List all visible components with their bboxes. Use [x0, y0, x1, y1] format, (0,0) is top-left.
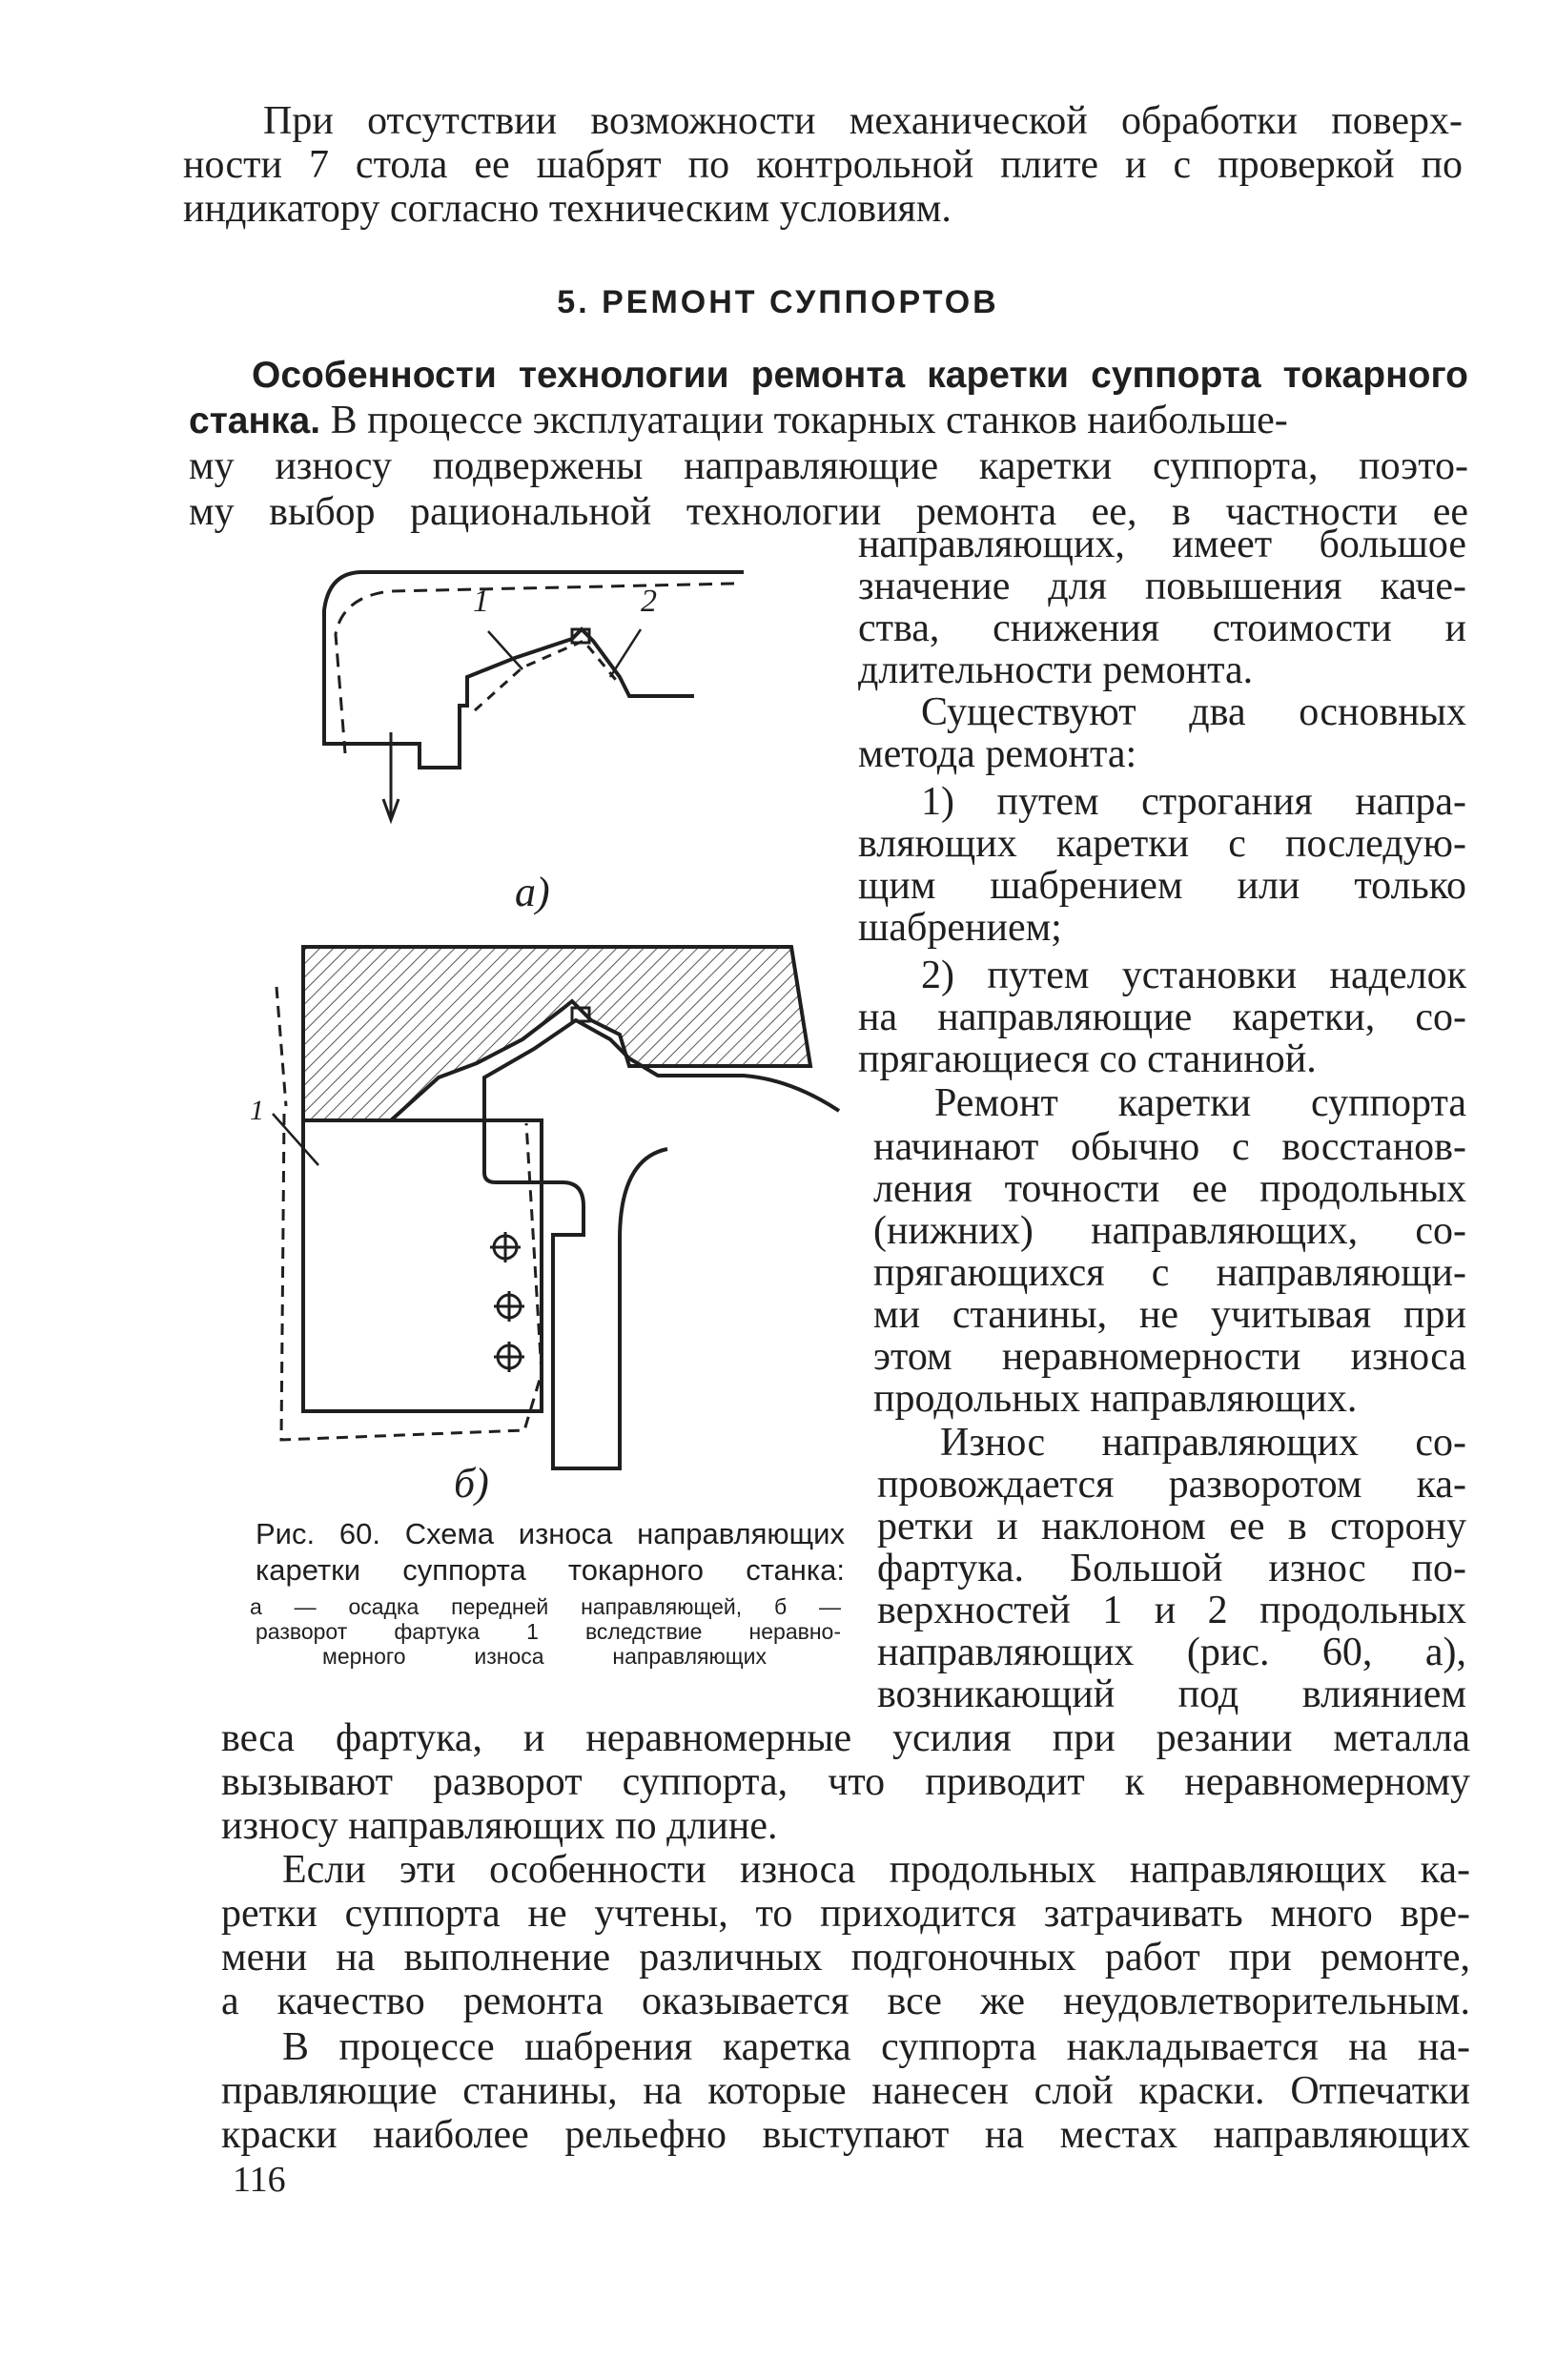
section-heading: 5. РЕМОНТ СУППОРТОВ: [557, 284, 999, 320]
right-line: начинают обычно с восстанов-: [873, 1125, 1466, 1169]
callout-1b: 1: [250, 1095, 264, 1126]
paragraph2-line-4: а качество ремонта оказывается все же неудовлетворительным.: [221, 1980, 1470, 2023]
subsection-line-3: му износу подвержены направляющие каретки суппорта, поэто-: [189, 444, 1468, 488]
right-line: верхностей 1 и 2 продольных: [877, 1589, 1466, 1632]
subsection-line-4: му выбор рациональной технологии ремонта ее, в частности ее: [189, 490, 1468, 534]
continuation-line-2: вызывают разворот суппорта, что приводит к неравномерному: [221, 1760, 1470, 1804]
callout-2: 2: [641, 584, 657, 619]
right-line: шабрением;: [858, 906, 1062, 950]
right-line: длительности ремонта.: [858, 648, 1254, 692]
right-line: ми станины, не учитывая при: [873, 1293, 1466, 1337]
right-line: метода ремонта:: [858, 732, 1137, 776]
continuation-line-3: износу направляющих по длине.: [221, 1804, 778, 1848]
apron-vertical-leg: [484, 1149, 667, 1468]
intro-line-3: индикатору согласно техническим условиям.: [183, 187, 952, 231]
right-line: этом неравномерности износа: [873, 1335, 1466, 1379]
caption-body-1: а — осадка передней направляющей, б —: [250, 1594, 841, 1619]
right-line: ления точности ее продольных: [873, 1167, 1466, 1211]
callout-1: 1: [473, 584, 489, 619]
caption-title-1: Рис. 60. Схема износа направляющих: [256, 1517, 845, 1550]
intro-line-2: ности 7 стола ее шабрят по контрольной плите и с проверкой по: [183, 143, 1463, 187]
subsection-line1-rest: В процессе эксплуатации токарных станков наибольше-: [330, 399, 1288, 442]
right-line: направляющих (рис. 60, а),: [877, 1631, 1466, 1674]
right-line: Существуют два основных: [921, 690, 1466, 734]
apron-swing-dashed: [276, 987, 286, 1106]
right-line: 1) путем строгания напра-: [921, 780, 1466, 824]
subsection-title-part1: Особенности технологии ремонта каретки суппорта токарного: [252, 355, 1468, 396]
caption-body-2: разворот фартука 1 вследствие неравно-: [256, 1619, 841, 1644]
paragraph2-line-3: мени на выполнение различных подгоночных работ при ремонте,: [221, 1936, 1470, 1980]
caption-body-3: мерного износа направляющих: [322, 1644, 767, 1669]
right-line: возникающий под влиянием: [877, 1672, 1466, 1716]
apron-rotated-dashed: [281, 1114, 542, 1440]
paragraph2-line-2: ретки суппорта не учтены, то приходится затрачивать много вре-: [221, 1892, 1470, 1936]
right-line: продольных направляющих.: [873, 1377, 1358, 1421]
page-number: 116: [233, 2160, 286, 2200]
paragraph3-line-2: правляющие станины, на которые нанесен слой краски. Отпечатки: [221, 2069, 1470, 2113]
caption-title-2: каретки суппорта токарного станка:: [256, 1553, 845, 1587]
right-line: прягающиеся со станиной.: [858, 1037, 1317, 1081]
right-line: щим шабрением или только: [858, 864, 1466, 908]
right-line: значение для повышения каче-: [858, 564, 1466, 608]
right-line: на направляющие каретки, со-: [858, 995, 1466, 1039]
right-line: (нижних) направляющих, со-: [873, 1209, 1466, 1253]
figure-label-a: а): [515, 869, 550, 915]
right-line: Ремонт каретки суппорта: [934, 1081, 1466, 1125]
figure-label-b: б): [454, 1460, 489, 1507]
right-line: вляющих каретки с последую-: [858, 822, 1466, 866]
right-line: направляющих, имеет большое: [858, 523, 1466, 566]
right-line: 2) путем установки наделок: [921, 954, 1466, 997]
right-line: ства, снижения стоимости и: [858, 606, 1466, 650]
continuation-line-1: веса фартука, и неравномерные усилия при резании металла: [221, 1716, 1470, 1760]
right-line: фартука. Большой износ по-: [877, 1547, 1466, 1590]
paragraph3-line-3: краски наиболее рельефно выступают на местах направляющих: [221, 2113, 1470, 2157]
right-line: прягающихся с направляющи-: [873, 1251, 1466, 1295]
paragraph3-line-1: В процессе шабрения каретка суппорта накладывается на на-: [282, 2025, 1470, 2069]
paragraph2-line-1: Если эти особенности износа продольных направляющих ка-: [282, 1848, 1470, 1892]
intro-line-1: При отсутствии возможности механической обработки поверх-: [263, 99, 1463, 143]
subsection-title-part2: станка.: [189, 400, 321, 441]
right-line: ретки и наклоном ее в сторону: [877, 1505, 1466, 1549]
right-line: провождается разворотом ка-: [877, 1463, 1466, 1507]
fastener-holes: [490, 1232, 524, 1372]
right-line: Износ направляющих со-: [940, 1421, 1466, 1465]
